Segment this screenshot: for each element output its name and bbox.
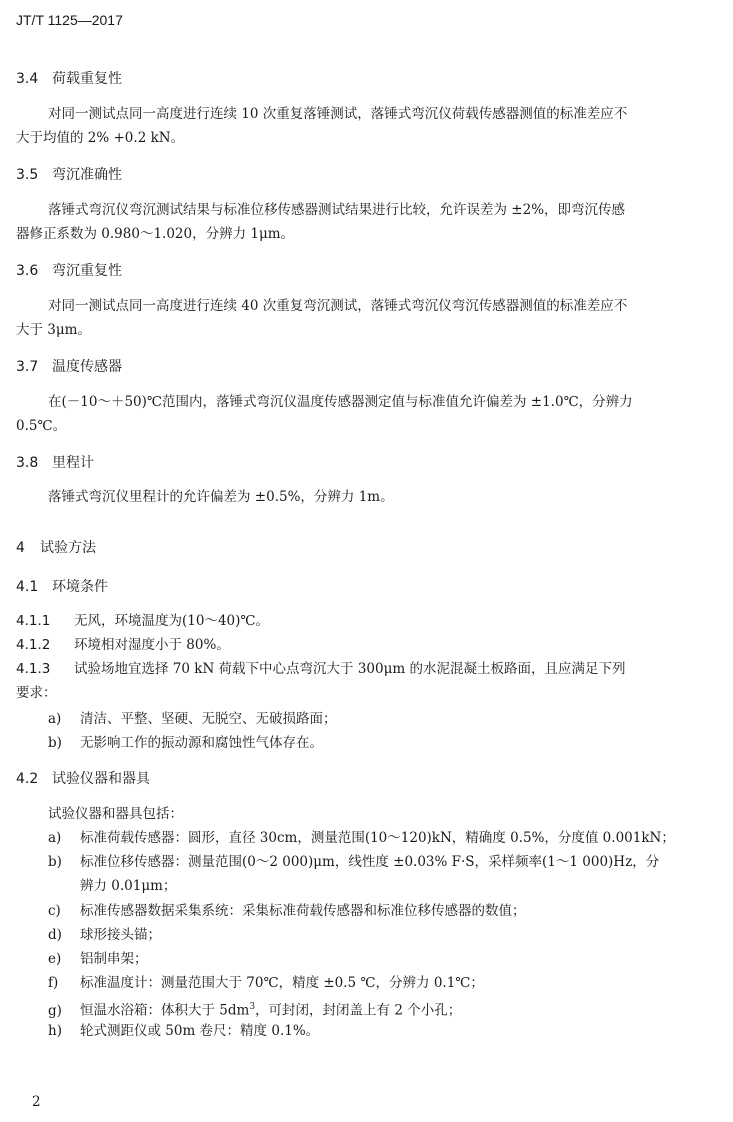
clause-4-1-2 bbox=[16, 633, 230, 657]
section-number: 3.5 bbox=[16, 167, 39, 183]
section-title: 里程计 bbox=[52, 455, 94, 471]
list-marker: c) bbox=[48, 903, 61, 919]
list-text: 无影响工作的振动源和腐蚀性气体存在。 bbox=[80, 735, 323, 751]
clause-4-1-3 bbox=[16, 657, 625, 681]
heading-4-2 bbox=[16, 768, 150, 788]
section-number: 3.8 bbox=[16, 455, 39, 471]
list-marker: d) bbox=[48, 927, 62, 943]
list-marker: f) bbox=[48, 975, 59, 991]
list-marker: b) bbox=[48, 854, 62, 870]
list-text: 铝制串架； bbox=[80, 951, 148, 967]
clause-text: 试验场地宜选择 70 kN 荷载下中心点弯沉大于 300μm 的水泥混凝土板路面，且应满足下列 bbox=[74, 661, 626, 677]
section-title: 弯沉重复性 bbox=[52, 263, 122, 279]
list-text: 轮式测距仪或 50m 卷尺：精度 0.1%。 bbox=[80, 1023, 320, 1039]
paragraph-line: 器修正系数为 0.980～1.020，分辨力 1μm。 bbox=[16, 226, 295, 242]
section-number: 4.1 bbox=[16, 579, 39, 595]
list-text: 恒温水浴箱：体积大于 5dm bbox=[80, 1002, 250, 1019]
list-text: 标准传感器数据采集系统：采集标准荷载传感器和标准位移传感器的数值； bbox=[80, 903, 526, 919]
paragraph-line: 大于均值的 2% +0.2 kN。 bbox=[16, 130, 185, 146]
list-text: 标准温度计：测量范围大于 70℃，精度 ±0.5 ℃，分辨力 0.1℃； bbox=[80, 975, 484, 991]
section-title: 环境条件 bbox=[52, 579, 108, 595]
list-item bbox=[48, 826, 675, 850]
paragraph-line: 大于 3μm。 bbox=[16, 322, 91, 338]
list-marker: h) bbox=[48, 1023, 62, 1039]
clause-text: 无风，环境温度为(10～40)℃。 bbox=[74, 613, 269, 629]
page-number: 2 bbox=[32, 1094, 41, 1110]
list-text: 标准荷载传感器：圆形，直径 30cm，测量范围(10～120)kN，精确度 0.5%，分度值 0.001kN； bbox=[80, 830, 675, 846]
section-title: 弯沉准确性 bbox=[52, 167, 122, 183]
list-item bbox=[48, 850, 659, 874]
heading-3-5 bbox=[16, 164, 122, 184]
list-item bbox=[48, 923, 161, 947]
clause-number: 4.1.1 bbox=[16, 613, 51, 629]
clause-number: 4.1.2 bbox=[16, 637, 51, 653]
section-number: 4 bbox=[16, 540, 25, 556]
paragraph-line: 落锤式弯沉仪弯沉测试结果与标准位移传感器测试结果进行比较，允许误差为 ±2%，即弯沉传感 bbox=[48, 202, 626, 218]
list-text: 球形接头锚； bbox=[80, 927, 161, 943]
section-title: 试验方法 bbox=[40, 540, 96, 556]
section-title: 荷载重复性 bbox=[52, 71, 122, 87]
paragraph-line: 落锤式弯沉仪里程计的允许偏差为 ±0.5%，分辨力 1m。 bbox=[48, 489, 394, 505]
list-marker: b) bbox=[48, 735, 62, 751]
heading-3-4 bbox=[16, 68, 122, 88]
clause-number: 4.1.3 bbox=[16, 661, 51, 677]
list-text: ，可封闭，封闭盖上有 2 个小孔； bbox=[255, 1002, 462, 1019]
list-item bbox=[48, 731, 323, 755]
list-item bbox=[48, 971, 484, 995]
section-number: 4.2 bbox=[16, 771, 39, 787]
paragraph-line: 要求： bbox=[16, 685, 57, 701]
list-text: 标准位移传感器：测量范围(0～2 000)μm，线性度 ±0.03% F·S，采样频率(1～1 000)Hz，分 bbox=[80, 854, 660, 870]
paragraph-line: 0.5℃。 bbox=[16, 418, 67, 434]
list-item bbox=[48, 1019, 319, 1043]
paragraph-line: 试验仪器和器具包括： bbox=[48, 806, 183, 822]
paragraph-line: 在(－10～＋50)℃范围内，落锤式弯沉仪温度传感器测定值与标准值允许偏差为 ±1.0℃，分辨力 bbox=[48, 394, 633, 410]
paragraph-line: 对同一测试点同一高度进行连续 40 次重复弯沉测试，落锤式弯沉仪弯沉传感器测值的标准差应不 bbox=[48, 298, 628, 314]
section-number: 3.7 bbox=[16, 359, 39, 375]
standard-code: JT/T 1125—2017 bbox=[16, 12, 123, 28]
list-continuation: 辨力 0.01μm； bbox=[80, 878, 177, 894]
list-item bbox=[48, 707, 337, 731]
heading-3-6 bbox=[16, 260, 122, 280]
heading-4 bbox=[16, 537, 96, 557]
clause-text: 环境相对湿度小于 80%。 bbox=[74, 637, 230, 653]
superscript: 3 bbox=[249, 1002, 256, 1012]
heading-4-1 bbox=[16, 576, 108, 596]
list-marker: a) bbox=[48, 830, 62, 846]
heading-3-7 bbox=[16, 356, 122, 376]
paragraph-line: 对同一测试点同一高度进行连续 10 次重复落锤测试，落锤式弯沉仪荷载传感器测值的标准差应不 bbox=[48, 106, 628, 122]
section-title: 温度传感器 bbox=[52, 359, 122, 375]
list-marker: a) bbox=[48, 711, 62, 727]
clause-4-1-1 bbox=[16, 609, 269, 633]
list-marker: e) bbox=[48, 951, 62, 967]
list-text: 清洁、平整、坚硬、无脱空、无破损路面； bbox=[80, 711, 337, 727]
section-number: 3.4 bbox=[16, 71, 39, 87]
heading-3-8 bbox=[16, 452, 94, 472]
list-marker: g) bbox=[48, 1002, 62, 1019]
list-item bbox=[48, 899, 526, 923]
section-title: 试验仪器和器具 bbox=[52, 771, 150, 787]
list-item bbox=[48, 947, 148, 971]
section-number: 3.6 bbox=[16, 263, 39, 279]
